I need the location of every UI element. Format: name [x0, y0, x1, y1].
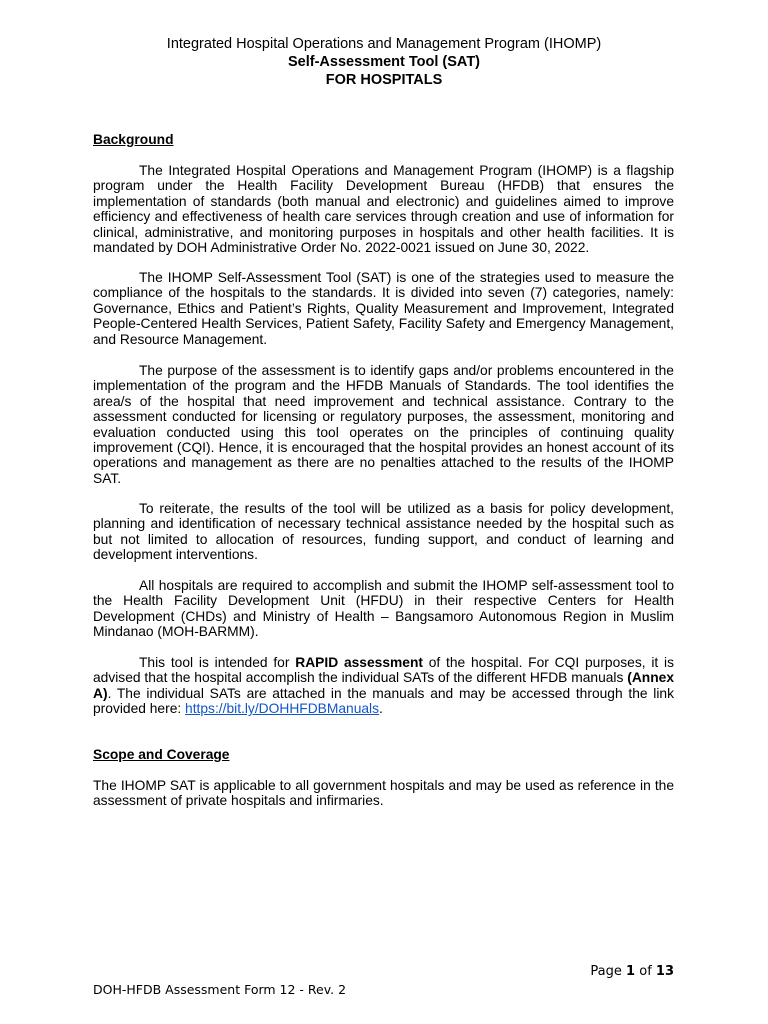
- background-paragraph-4: To reiterate, the results of the tool will be utilized as a basis for policy development, planning and identification of necessary technical assistance needed by the hospital such as but not limited to allocation of resources, funding support, and conduct of learning and development interventions.: [93, 501, 674, 563]
- background-paragraph-1: The Integrated Hospital Operations and Management Program (IHOMP) is a flagship program under the Health Facility Development Bureau (HFDB) that ensures the implementation of standards (both manual and electronic) and guidelines aimed to improve efficiency and effectiveness of health care services through creation and use of information for clinical, administrative, and monitoring purposes in hospitals and other health facilities. It is mandated by DOH Administrative Order No. 2022-0021 issued on June 30, 2022.: [93, 163, 674, 256]
- page-number: [590, 964, 674, 979]
- page-word: Page: [590, 964, 622, 979]
- document-header: [0, 35, 768, 89]
- background-paragraph-2: The IHOMP Self-Assessment Tool (SAT) is one of the strategies used to measure the compliance of the hospitals to the standards. It is divided into seven (7) categories, namely: Governance, Ethics and Patient’s Rights, Quality Measurement and Improvement, Integrated People-Centered Health Services, Patient Safety, Facility Safety and Emergency Management, and Resource Management.: [93, 270, 674, 347]
- background-paragraph-6: [93, 655, 674, 717]
- background-paragraph-5: All hospitals are required to accomplish and submit the IHOMP self-assessment tool to the Health Facility Development Unit (HFDU) in their respective Centers for Health Development (CHDs) and Ministry of Health – Bangsamoro Autonomous Region in Muslim Mindanao (MOH-BARMM).: [93, 578, 674, 640]
- rapid-assessment-bold: RAPID assessment: [295, 655, 423, 670]
- p6-text-a: This tool is intended for: [139, 655, 296, 670]
- annex-a-bold: (Annex A): [93, 670, 674, 701]
- page-current: 1: [626, 964, 636, 979]
- background-heading: Background: [93, 132, 174, 147]
- audience-title: FOR HOSPITALS: [325, 72, 443, 88]
- p6-text-c: . The individual SATs are attached in the manuals and may be accessed through the link provided here:: [93, 685, 674, 717]
- tool-title: Self-Assessment Tool (SAT): [287, 54, 481, 70]
- scope-paragraph-1: The IHOMP SAT is applicable to all government hospitals and may be used as reference in the assessment of private hospitals and infirmaries.: [93, 778, 674, 809]
- program-title: Integrated Hospital Operations and Management Program (IHOMP): [166, 36, 602, 52]
- manuals-link[interactable]: https://bit.ly/DOHHFDBManuals: [185, 701, 380, 717]
- page-total: 13: [655, 964, 674, 979]
- p6-text-b: of the hospital. For CQI purposes, it is advised that the hospital accomplish the individual SATs of the different HFDB manuals: [93, 655, 675, 686]
- scope-heading: Scope and Coverage: [93, 747, 230, 762]
- p6-text-d: .: [379, 701, 383, 717]
- form-identifier: DOH-HFDB Assessment Form 12 - Rev. 2: [93, 982, 347, 997]
- page-of: of: [639, 964, 652, 979]
- background-paragraph-3: The purpose of the assessment is to identify gaps and/or problems encountered in the implementation of the program and the HFDB Manuals of Standards. The tool identifies the area/s of the hospital that need improvement and technical assistance. Contrary to the assessment conducted for licensing or regulatory purposes, the assessment, monitoring and evaluation conducted using this tool operates on the principles of continuing quality improvement (CQI). Hence, it is encouraged that the hospital provides an honest account of its operations and management as there are no penalties attached to the results of the IHOMP SAT.: [93, 363, 674, 486]
